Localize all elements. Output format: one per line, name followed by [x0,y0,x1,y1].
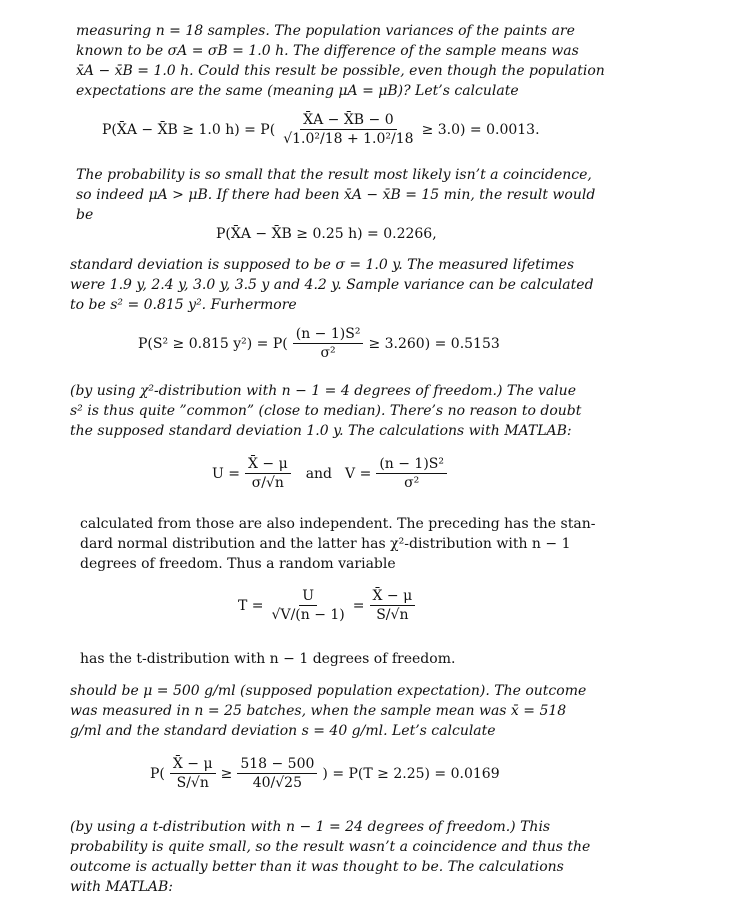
equation-1 [102,112,540,147]
text-line: with MATLAB: [70,879,173,895]
eq4-u-denominator: σ/√n [251,475,284,491]
text-line: were 1.9 y, 2.4 y, 3.0 y, 3.5 y and 4.2 y. Sample variance can be calculated [70,277,594,293]
eq4-v-denominator: σ² [404,475,420,491]
eq6-denominator-2: 40/√25 [252,775,302,791]
text-line: so indeed μA > μB. If there had been x̄A − x̄B = 15 min, the result would [76,187,596,203]
text-line: standard deviation is supposed to be σ = 1.0 y. The measured lifetimes [70,257,575,273]
text-line: s² is thus quite ”common” (close to median). There’s no reason to doubt [70,403,582,419]
text-line: degrees of freedom. Thus a random variable [80,556,396,572]
equation-3 [138,326,500,361]
text-line: probability is quite small, so the result wasn’t a coincidence and thus the [70,839,591,855]
eq3-denominator: σ² [320,345,336,361]
eq6-denominator-1: S/√n [176,775,209,791]
text-line: expectations are the same (meaning μA = μB)? Let’s calculate [76,83,519,99]
eq6-numerator-1: X̄ − μ [170,756,216,774]
text-line: measuring n = 18 samples. The population variances of the paints are [76,23,575,39]
eq6-right: ) = P(T ≥ 2.25) = 0.0169 [322,765,500,782]
eq5-denominator-1: √V/(n − 1) [271,607,345,623]
equation-5 [238,588,417,623]
text-line: has the t-distribution with n − 1 degrees of freedom. [80,651,456,667]
eq1-numerator: X̄A − X̄B − 0 [300,112,397,130]
text-line: (by using χ²-distribution with n − 1 = 4 degrees of freedom.) The value [70,383,576,399]
eq5-fraction-2 [370,588,416,623]
text-line: The probability is so small that the result most likely isn’t a coincidence, [76,167,592,183]
eq1-left: P(X̄A − X̄B ≥ 1.0 h) = P( [102,121,276,138]
eq4-v-fraction [376,456,447,491]
eq5-t: T = [238,597,264,614]
equation-2 [216,226,437,242]
eq6-fraction-2 [237,756,317,791]
eq6-ge: ≥ [220,765,233,782]
eq1-denominator: √1.0²/18 + 1.0²/18 [283,131,414,147]
text-line: x̄A − x̄B = 1.0 h. Could this result be possible, even though the population [76,63,605,79]
eq6-fraction-1 [170,756,216,791]
eq5-denominator-2: S/√n [376,607,409,623]
eq6-p: P( [150,765,165,782]
eq4-u-numerator: X̄ − μ [245,456,291,474]
eq4-v: V = [345,465,372,482]
eq3-fraction [293,326,364,361]
eq5-fraction-1 [269,588,348,623]
text-line: calculated from those are also independent. The preceding has the stan- [80,516,596,532]
eq4-and: and [305,465,333,482]
eq4-u-fraction [245,456,291,491]
text-line: be [76,207,94,223]
text-line: was measured in n = 25 batches, when the sample mean was x̄ = 518 [70,703,567,719]
eq4-v-numerator: (n − 1)S² [376,456,447,474]
eq3-left: P(S² ≥ 0.815 y²) = P( [138,335,288,352]
eq1-right: ≥ 3.0) = 0.0013. [421,121,540,138]
text-line: outcome is actually better than it was thought to be. The calculations [70,859,564,875]
text-line: (by using a t-distribution with n − 1 = 24 degrees of freedom.) This [70,819,551,835]
eq4-u: U = [212,465,240,482]
eq3-right: ≥ 3.260) = 0.5153 [368,335,500,352]
eq1-fraction [280,112,416,147]
text-line: g/ml and the standard deviation s = 40 g/ml. Let’s calculate [70,723,496,739]
equation-6 [150,756,500,791]
equation-4 [212,456,449,491]
eq6-numerator-2: 518 − 500 [237,756,317,774]
text-line: the supposed standard deviation 1.0 y. The calculations with MATLAB: [70,423,572,439]
text-line: to be s² = 0.815 y². Furhermore [70,297,297,313]
text-line: known to be σA = σB = 1.0 h. The difference of the sample means was [76,43,579,59]
eq3-numerator: (n − 1)S² [293,326,364,344]
eq5-equals: = [352,597,365,614]
eq5-numerator-1: U [299,588,317,606]
text-line: dard normal distribution and the latter has χ²-distribution with n − 1 [80,536,571,552]
eq5-numerator-2: X̄ − μ [370,588,416,606]
eq2-text: P(X̄A − X̄B ≥ 0.25 h) = 0.2266, [216,226,437,242]
text-line: should be μ = 500 g/ml (supposed population expectation). The outcome [70,683,587,699]
